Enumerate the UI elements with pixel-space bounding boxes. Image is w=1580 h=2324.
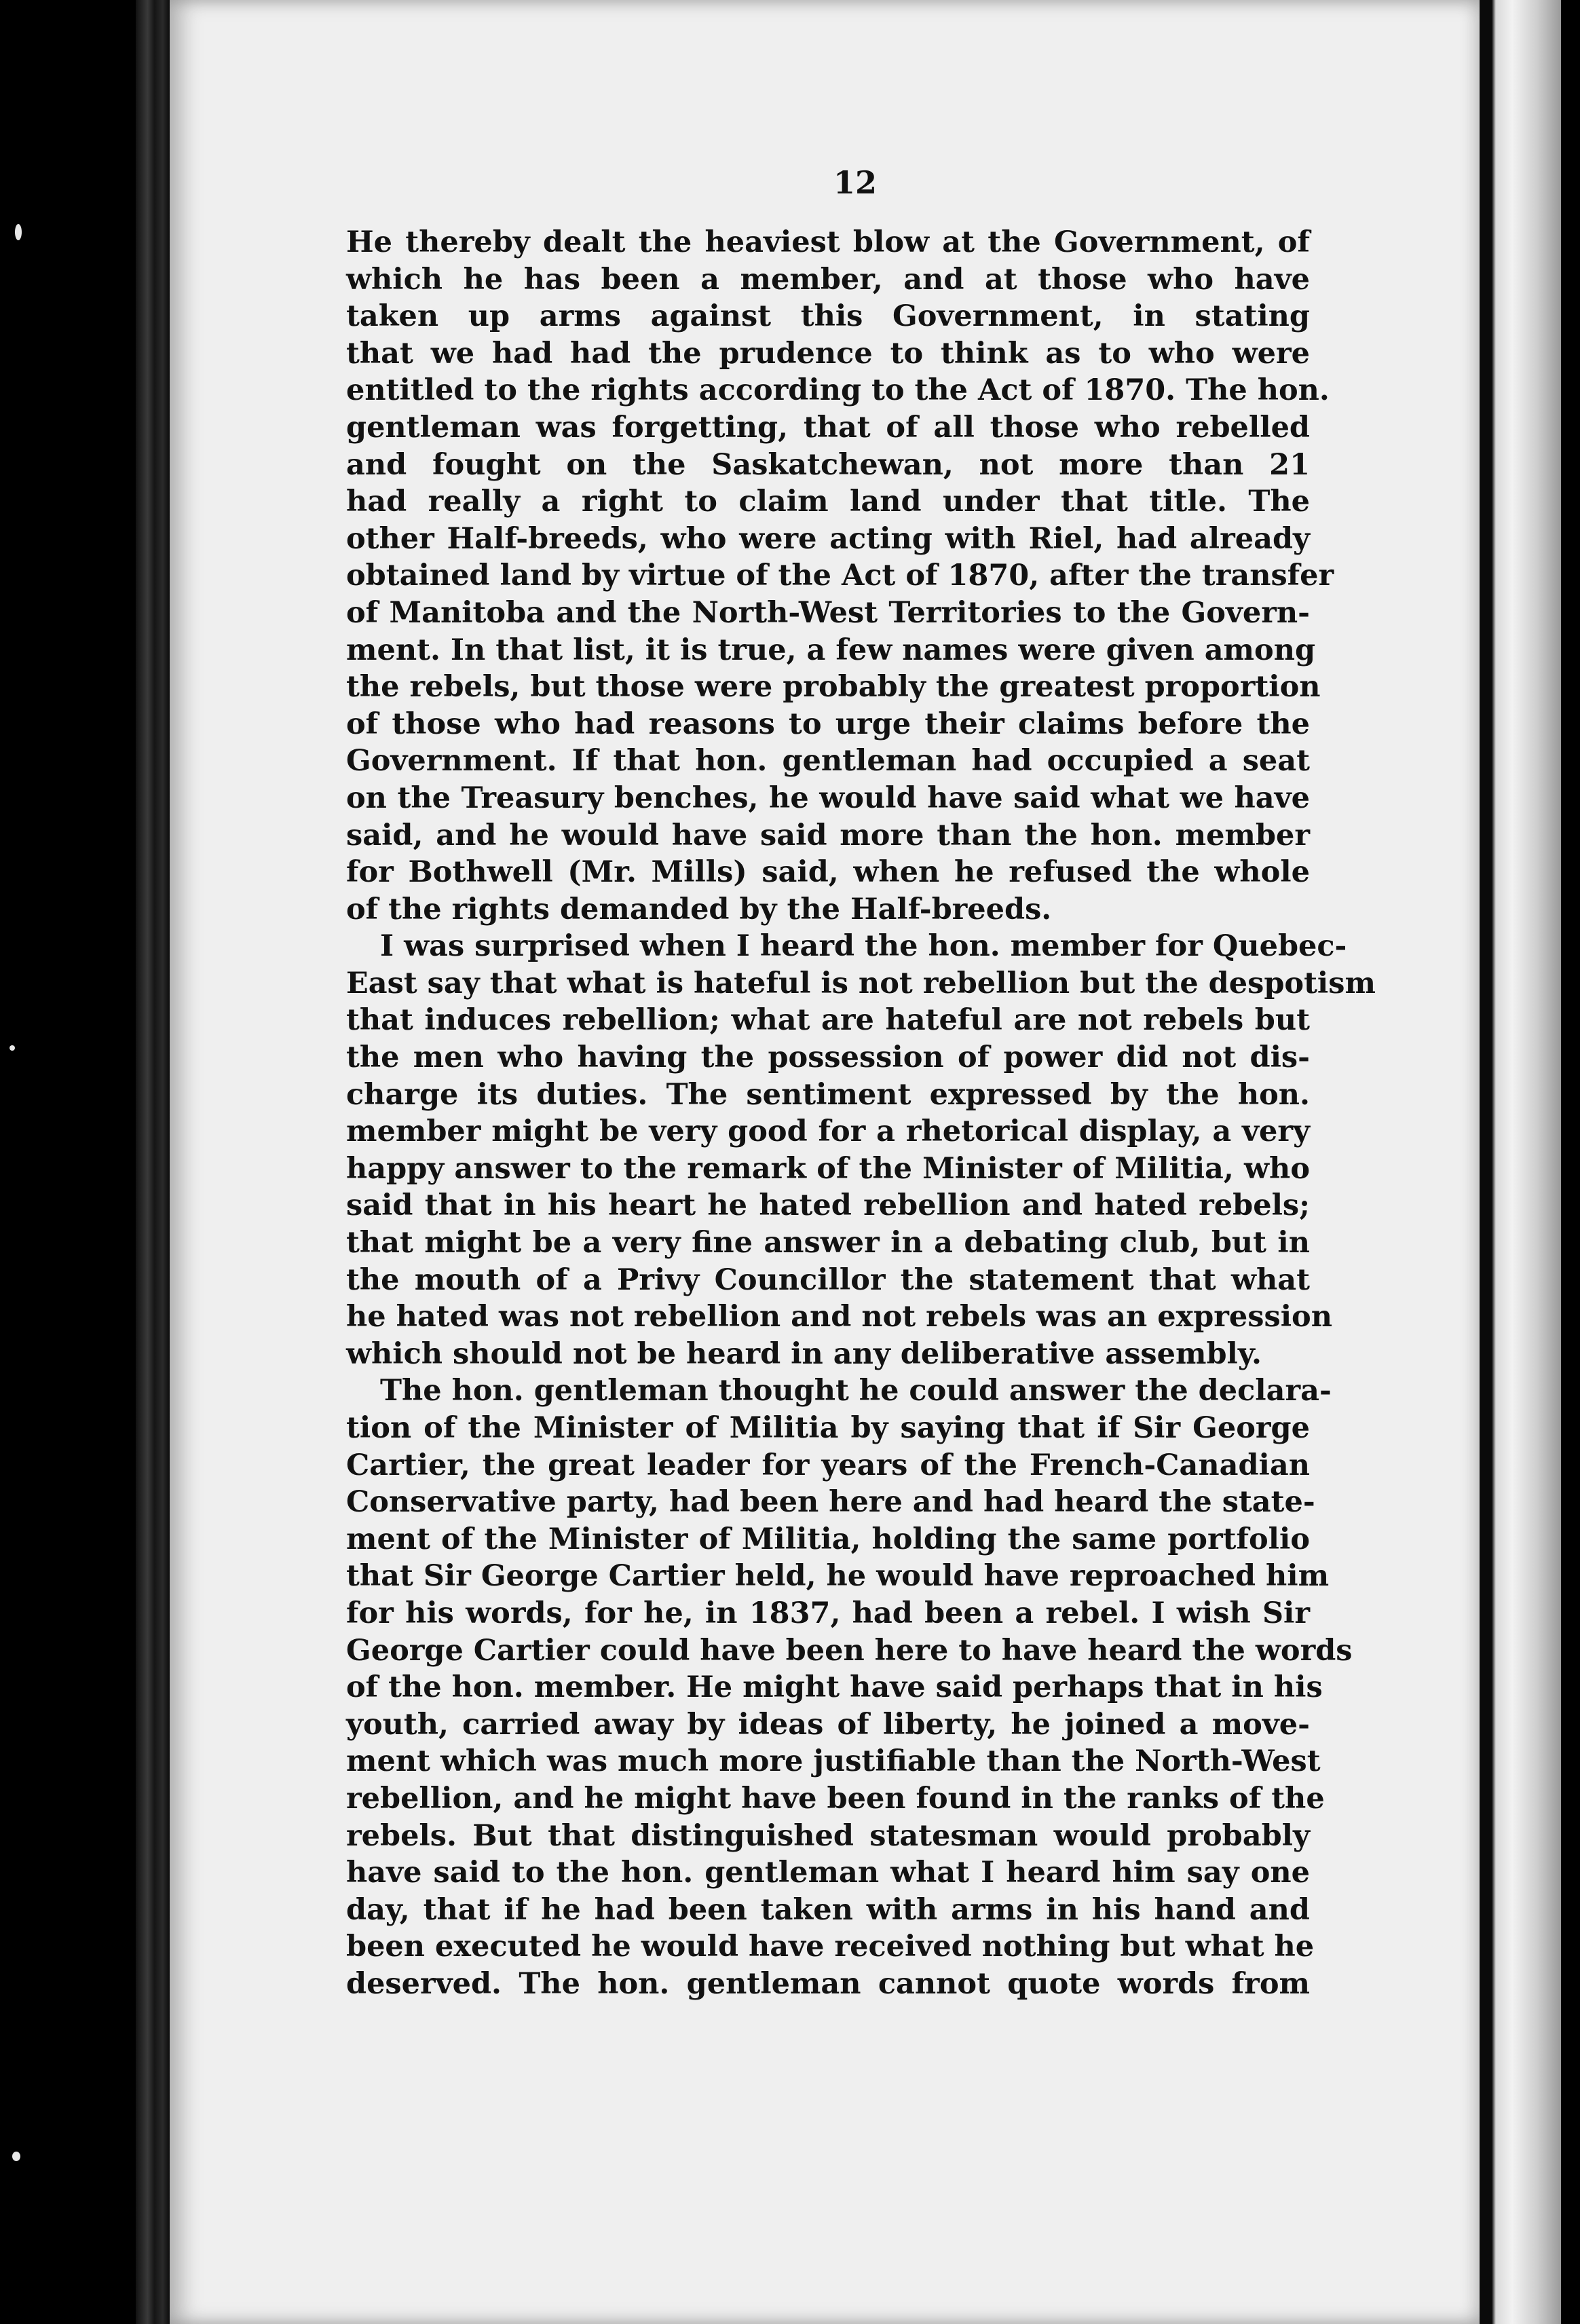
text-line: for Bothwell (Mr. Mills) said, when he refused the whole	[346, 855, 1310, 890]
text-line: the mouth of a Privy Councillor the statement that what	[346, 1262, 1310, 1297]
text-line: other Half-breeds, who were acting with Riel, had already	[346, 521, 1310, 556]
text-line: charge its duties. The sentiment expressed by the hon.	[346, 1077, 1310, 1112]
text-line: ment which was much more justifiable than the North-West	[346, 1744, 1321, 1779]
text-line: ment. In that list, it is true, a few names were given among	[346, 633, 1316, 667]
text-line: entitled to the rights according to the Act of 1870. The hon.	[346, 373, 1330, 408]
text-line: and fought on the Saskatchewan, not more than 21	[346, 447, 1310, 482]
body-text	[346, 224, 1376, 2003]
text-line: East say that what is hateful is not rebellion but the despotism	[346, 966, 1376, 1000]
paragraph-end-line: of the rights demanded by the Half-breeds.	[346, 892, 1052, 926]
text-line: he hated was not rebellion and not rebels was an expression	[346, 1300, 1332, 1334]
paragraph-start-line: The hon. gentleman thought he could answer the declara-	[380, 1374, 1332, 1408]
text-line: that we had had the prudence to think as to who were	[346, 336, 1310, 371]
text-line: obtained land by virtue of the Act of 1870, after the transfer	[346, 559, 1334, 593]
text-line: Government. If that hon. gentleman had occupied a seat	[346, 744, 1310, 779]
text-line: have said to the hon. gentleman what I heard him say one	[346, 1856, 1310, 1890]
left-binding-edge	[136, 0, 170, 2324]
text-line: rebels. But that distinguished statesman would probably	[346, 1818, 1310, 1853]
text-line: day, that if he had been taken with arms in his hand and	[346, 1892, 1310, 1927]
text-line: rebellion, and he might have been found in the ranks of the	[346, 1781, 1325, 1816]
scan-speck	[10, 1045, 15, 1051]
right-page-edge	[1480, 0, 1561, 2324]
text-line: Conservative party, had been here and had heard the state-	[346, 1485, 1315, 1520]
text-line: been executed he would have received nothing but what he	[346, 1930, 1315, 1964]
text-line: had really a right to claim land under that title. The	[346, 485, 1310, 519]
text-line: said, and he would have said more than the hon. member	[346, 818, 1310, 852]
text-line: member might be very good for a rhetorical display, a very	[346, 1114, 1310, 1149]
text-line: tion of the Minister of Militia by saying that if Sir George	[346, 1411, 1310, 1445]
scan-speck	[12, 2152, 20, 2161]
text-line: youth, carried away by ideas of liberty, he joined a move-	[346, 1707, 1310, 1742]
text-line: of Manitoba and the North-West Territories to the Govern-	[346, 595, 1310, 630]
text-line: deserved. The hon. gentleman cannot quote words from	[346, 1966, 1310, 2001]
text-line: of the hon. member. He might have said perhaps that in his	[346, 1670, 1323, 1705]
text-line: George Cartier could have been here to have heard the words	[346, 1633, 1353, 1668]
text-line: Cartier, the great leader for years of the French-Canadian	[346, 1448, 1310, 1482]
text-line: that might be a very fine answer in a debating club, but in	[346, 1226, 1310, 1260]
text-line: ment of the Minister of Militia, holding the same portfolio	[346, 1522, 1310, 1556]
text-line: happy answer to the remark of the Minister of Militia, who	[346, 1151, 1310, 1186]
right-border	[1561, 0, 1580, 2324]
text-line: the rebels, but those were probably the greatest proportion	[346, 670, 1321, 705]
text-line: taken up arms against this Government, in stating	[346, 299, 1310, 334]
scan-speck	[15, 224, 22, 240]
text-line: said that in his heart he hated rebellion and hated rebels;	[346, 1188, 1310, 1223]
paragraph-end-line: which should not be heard in any deliberative assembly.	[346, 1336, 1262, 1371]
text-line: for his words, for he, in 1837, had been a rebel. I wish Sir	[346, 1596, 1310, 1630]
text-line: which he has been a member, and at those who have	[346, 262, 1310, 297]
text-line: He thereby dealt the heaviest blow at the Government, of	[346, 225, 1310, 259]
text-line: on the Treasury benches, he would have said what we have	[346, 781, 1310, 815]
page-number: 12	[833, 164, 877, 201]
paragraph-start-line: I was surprised when I heard the hon. member for Quebec-	[380, 929, 1347, 964]
text-line: the men who having the possession of power did not dis-	[346, 1041, 1310, 1075]
text-line: that induces rebellion; what are hateful are not rebels but	[346, 1003, 1310, 1038]
text-line: of those who had reasons to urge their claims before the	[346, 707, 1310, 741]
text-line: gentleman was forgetting, that of all those who rebelled	[346, 410, 1310, 445]
text-line: that Sir George Cartier held, he would have reproached him	[346, 1559, 1330, 1594]
